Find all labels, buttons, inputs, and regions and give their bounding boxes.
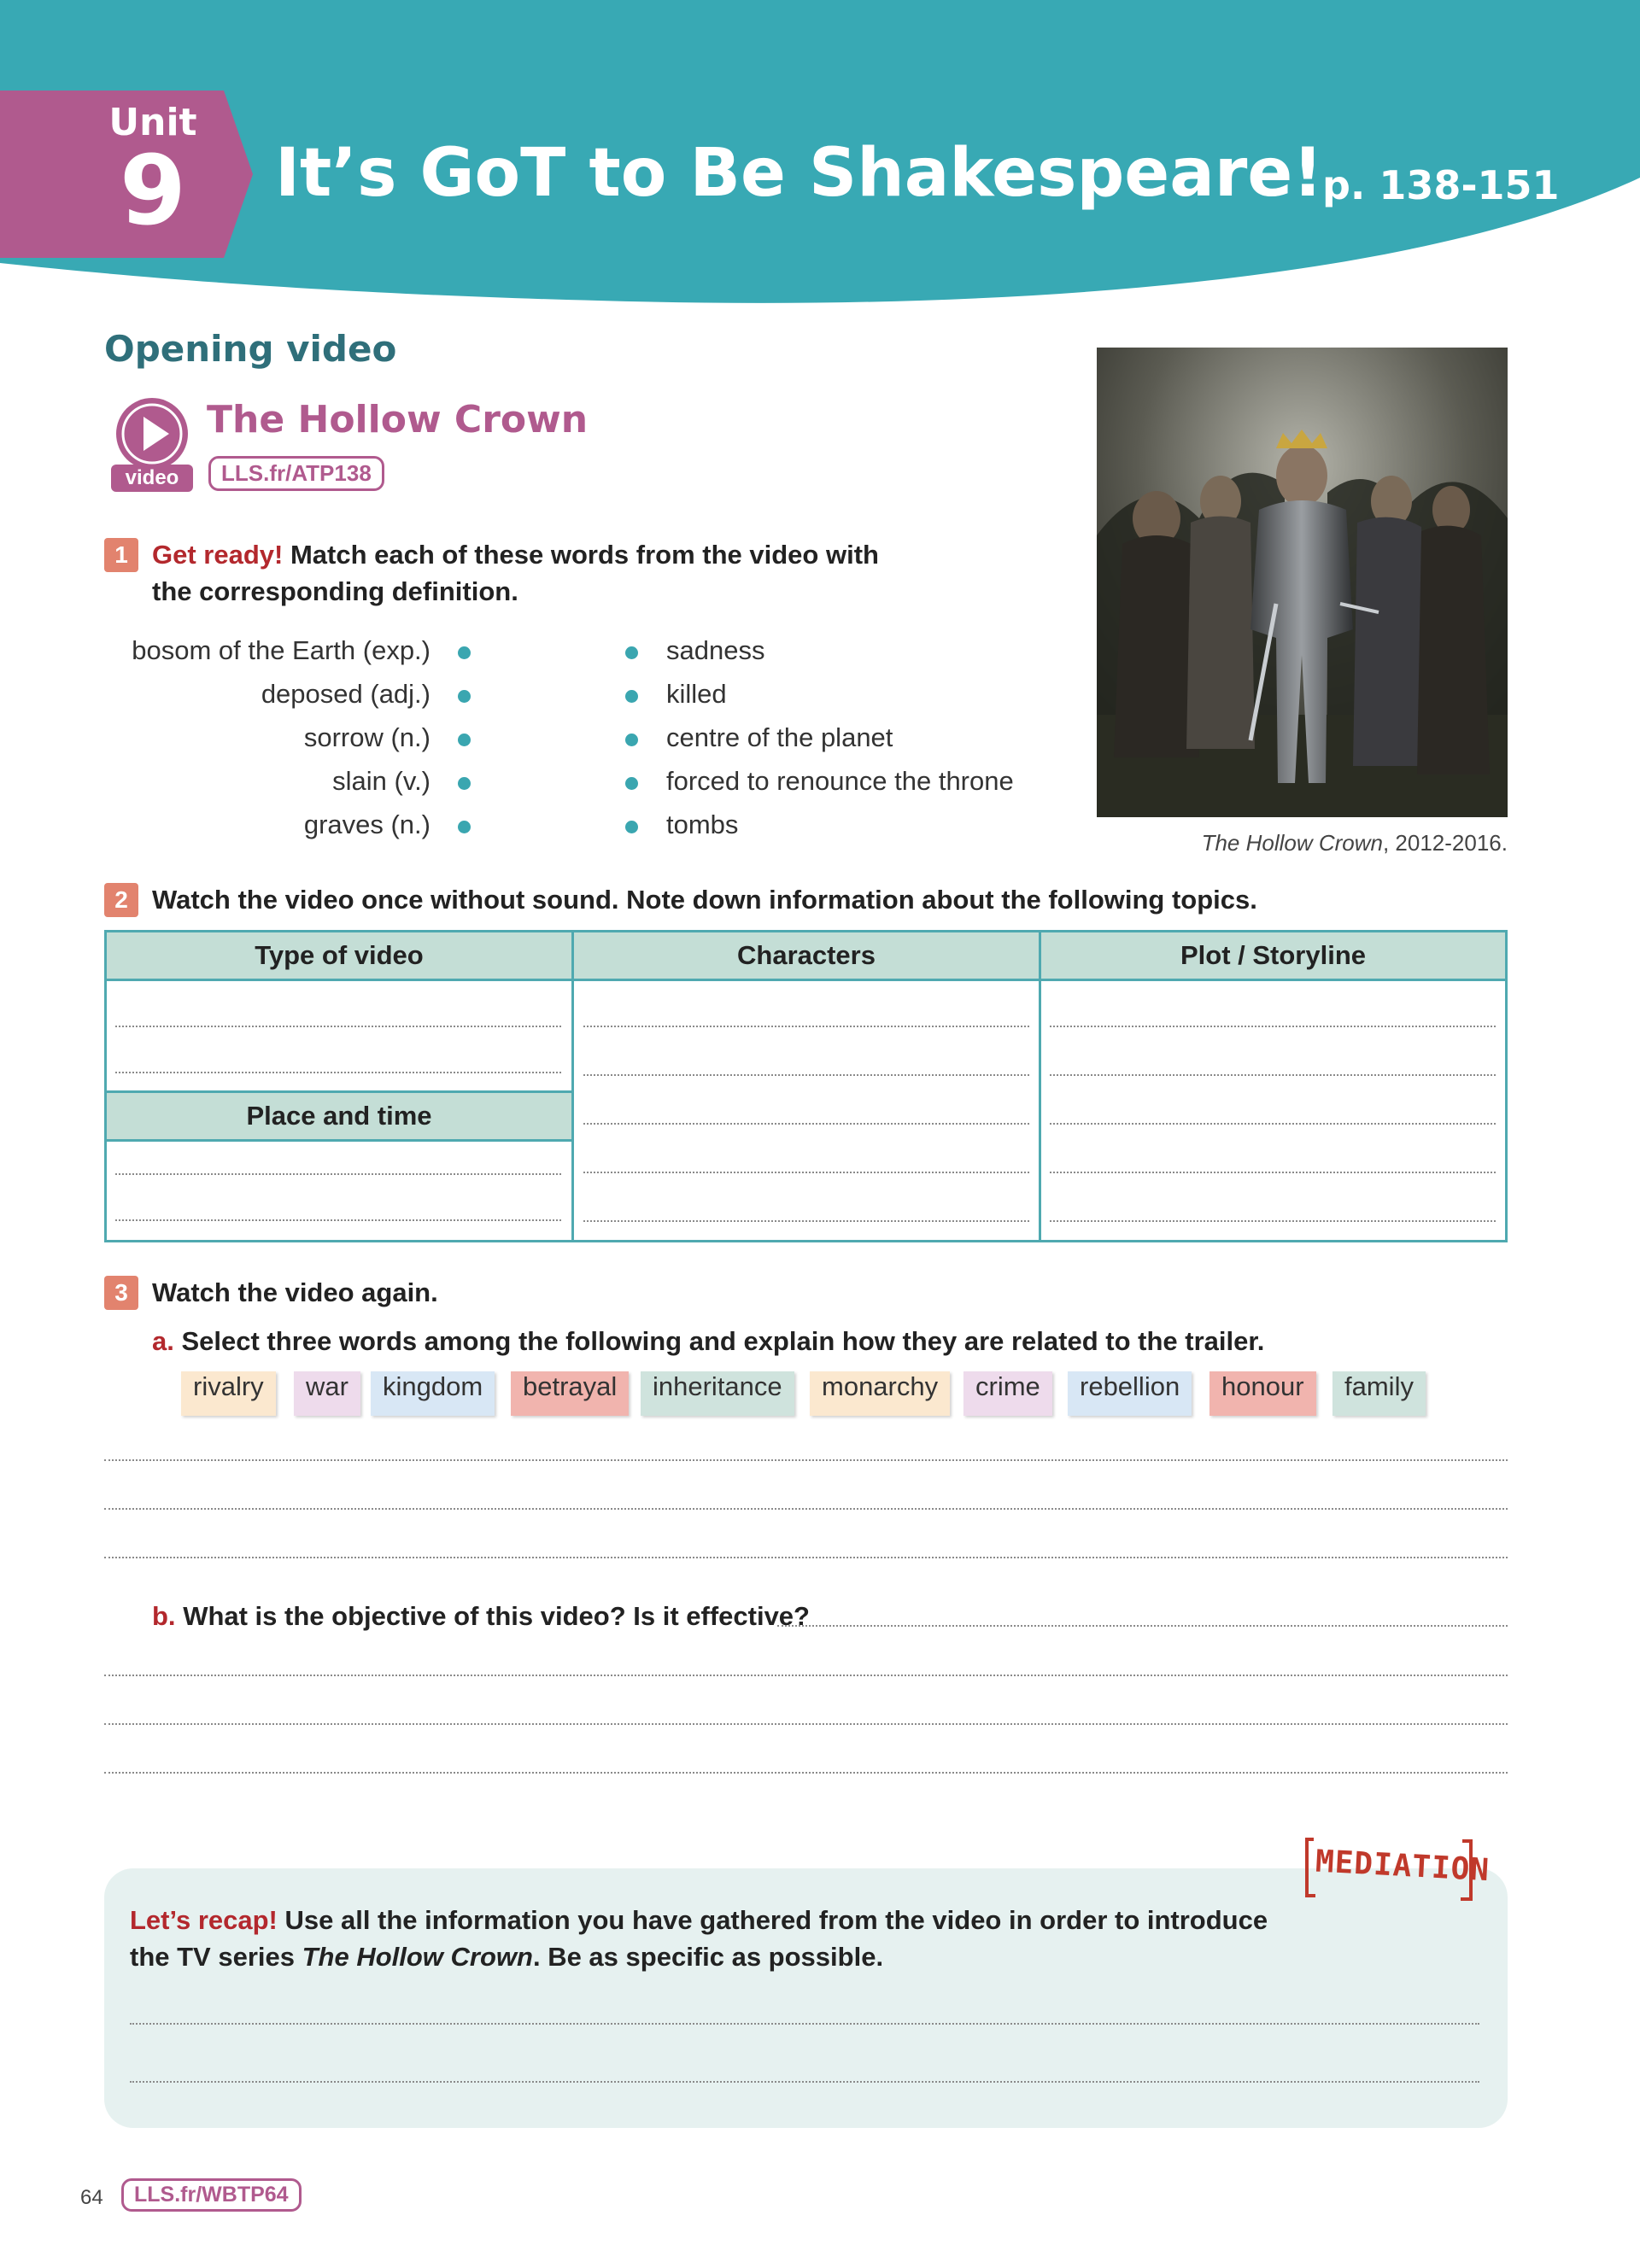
recap-answer-line-2[interactable] xyxy=(130,2081,1479,2083)
photo-caption xyxy=(1097,830,1508,856)
match-dot-left-5[interactable] xyxy=(458,821,471,833)
answer-3b-line-0[interactable] xyxy=(777,1625,1508,1627)
answer-3b-line-3[interactable] xyxy=(104,1772,1508,1774)
definition-3: centre of the planet xyxy=(666,722,893,752)
word-chip-war[interactable]: war xyxy=(294,1371,360,1416)
exercise-3b-instruction xyxy=(152,1598,810,1634)
characters-answer-line-4[interactable] xyxy=(583,1172,1029,1173)
definition-2: killed xyxy=(666,679,727,709)
video-link[interactable]: LLS.fr/ATP138 xyxy=(208,456,384,491)
exercise-3-number: 3 xyxy=(104,1276,138,1310)
table-header-characters: Characters xyxy=(574,932,1039,979)
plot-answer-line-4[interactable] xyxy=(1050,1172,1496,1173)
exercise-1-instruction xyxy=(152,536,1006,610)
hollow-crown-poster xyxy=(1097,348,1508,817)
exercise-3a-instruction xyxy=(152,1323,1502,1359)
definition-4: forced to renounce the throne xyxy=(666,766,1014,796)
match-word-2: deposed (adj.) xyxy=(261,679,430,709)
answer-3a-line-2[interactable] xyxy=(104,1508,1508,1510)
match-dot-right-3[interactable] xyxy=(625,734,638,746)
table-col-divider-2 xyxy=(1039,932,1041,1240)
word-chip-family[interactable]: family xyxy=(1332,1371,1426,1416)
word-chip-honour[interactable]: honour xyxy=(1210,1371,1316,1416)
table-header-divider xyxy=(107,979,1505,981)
word-chip-rivalry[interactable]: rivalry xyxy=(181,1371,276,1416)
match-word-3: sorrow (n.) xyxy=(303,722,430,752)
plot-answer-line-3[interactable] xyxy=(1050,1123,1496,1125)
match-dot-right-2[interactable] xyxy=(625,690,638,703)
answer-3a-line-1[interactable] xyxy=(104,1459,1508,1461)
recap-instruction xyxy=(130,1902,1496,1975)
table-col-divider-1 xyxy=(571,932,574,1240)
unit-number: 9 xyxy=(120,136,186,247)
exercise-1-text-2: the corresponding definition. xyxy=(152,576,518,606)
match-word-1: bosom of the Earth (exp.) xyxy=(132,635,430,665)
word-chip-inheritance[interactable]: inheritance xyxy=(641,1371,794,1416)
recap-answer-line-1[interactable] xyxy=(130,2023,1479,2025)
mediation-label: MEDIATION xyxy=(1315,1844,1491,1889)
recap-text-2b: . Be as specific as possible. xyxy=(532,1942,884,1972)
plot-answer-line-2[interactable] xyxy=(1050,1074,1496,1076)
answer-3b-line-2[interactable] xyxy=(104,1723,1508,1725)
section-heading: Opening video xyxy=(104,328,397,370)
exercise-1-text-1: Match each of these words from the video with xyxy=(283,540,879,570)
match-dot-right-1[interactable] xyxy=(625,646,638,659)
notes-table xyxy=(104,930,1508,1242)
page-number: 64 xyxy=(80,2186,103,2209)
answer-3a-line-3[interactable] xyxy=(104,1557,1508,1558)
plot-answer-line-1[interactable] xyxy=(1050,1026,1496,1027)
table-header-place-time: Place and time xyxy=(107,1093,571,1139)
word-chip-crime[interactable]: crime xyxy=(964,1371,1052,1416)
unit-title: It’s GoT to Be Shakespeare! xyxy=(275,135,1323,212)
table-header-plot: Plot / Storyline xyxy=(1041,932,1505,979)
word-chip-kingdom[interactable]: kingdom xyxy=(371,1371,495,1416)
recap-text-2a: the TV series xyxy=(130,1942,302,1972)
video-badge-label: video xyxy=(125,466,179,489)
characters-answer-line-3[interactable] xyxy=(583,1123,1029,1125)
place-header-bottom xyxy=(107,1139,571,1142)
caption-title: The Hollow Crown xyxy=(1201,830,1383,856)
answer-3b-line-1[interactable] xyxy=(104,1675,1508,1676)
match-dot-left-4[interactable] xyxy=(458,777,471,790)
video-play-button[interactable] xyxy=(109,395,195,497)
type-answer-line-1[interactable] xyxy=(115,1026,561,1027)
exercise-2-instruction: Watch the video once without sound. Note down information about the following topics. xyxy=(152,885,1257,915)
characters-answer-line-5[interactable] xyxy=(583,1220,1029,1222)
match-dot-right-5[interactable] xyxy=(625,821,638,833)
type-answer-line-2[interactable] xyxy=(115,1072,561,1073)
exercise-3b-label: b. xyxy=(152,1601,176,1631)
word-chip-betrayal[interactable]: betrayal xyxy=(511,1371,629,1416)
get-ready-label: Get ready! xyxy=(152,540,284,570)
match-word-5: graves (n.) xyxy=(303,810,430,839)
characters-answer-line-1[interactable] xyxy=(583,1026,1029,1027)
word-chip-monarchy[interactable]: monarchy xyxy=(810,1371,950,1416)
caption-years: , 2012-2016. xyxy=(1382,830,1508,856)
unit-label: Unit xyxy=(108,101,197,144)
definition-1: sadness xyxy=(666,635,765,665)
recap-text-1: Use all the information you have gathered from the video in order to introduce xyxy=(277,1905,1268,1935)
match-dot-left-3[interactable] xyxy=(458,734,471,746)
definition-5: tombs xyxy=(666,810,739,839)
place-answer-line-2[interactable] xyxy=(115,1219,561,1221)
table-header-type: Type of video xyxy=(107,932,571,979)
match-dot-left-2[interactable] xyxy=(458,690,471,703)
plot-answer-line-5[interactable] xyxy=(1050,1220,1496,1222)
exercise-3-instruction: Watch the video again. xyxy=(152,1277,438,1307)
exercise-3b-text: What is the objective of this video? Is it effective? xyxy=(183,1601,810,1631)
place-answer-line-1[interactable] xyxy=(115,1173,561,1175)
video-title: The Hollow Crown xyxy=(207,398,589,441)
footer-link[interactable]: LLS.fr/WBTP64 xyxy=(121,2178,302,2212)
match-dot-right-4[interactable] xyxy=(625,777,638,790)
word-chip-rebellion[interactable]: rebellion xyxy=(1068,1371,1192,1416)
exercise-2-number: 2 xyxy=(104,883,138,917)
match-dot-left-1[interactable] xyxy=(458,646,471,659)
exercise-1-number: 1 xyxy=(104,538,138,572)
recap-text-title: The Hollow Crown xyxy=(302,1942,533,1972)
exercise-3a-text: Select three words among the following and explain how they are related to the trailer. xyxy=(181,1326,1265,1356)
page-range: p. 138-151 xyxy=(1322,162,1560,208)
recap-lead: Let’s recap! xyxy=(130,1905,278,1935)
match-word-4: slain (v.) xyxy=(332,766,430,796)
mediation-stamp xyxy=(1305,1834,1491,1903)
exercise-3a-label: a. xyxy=(152,1326,174,1356)
characters-answer-line-2[interactable] xyxy=(583,1074,1029,1076)
